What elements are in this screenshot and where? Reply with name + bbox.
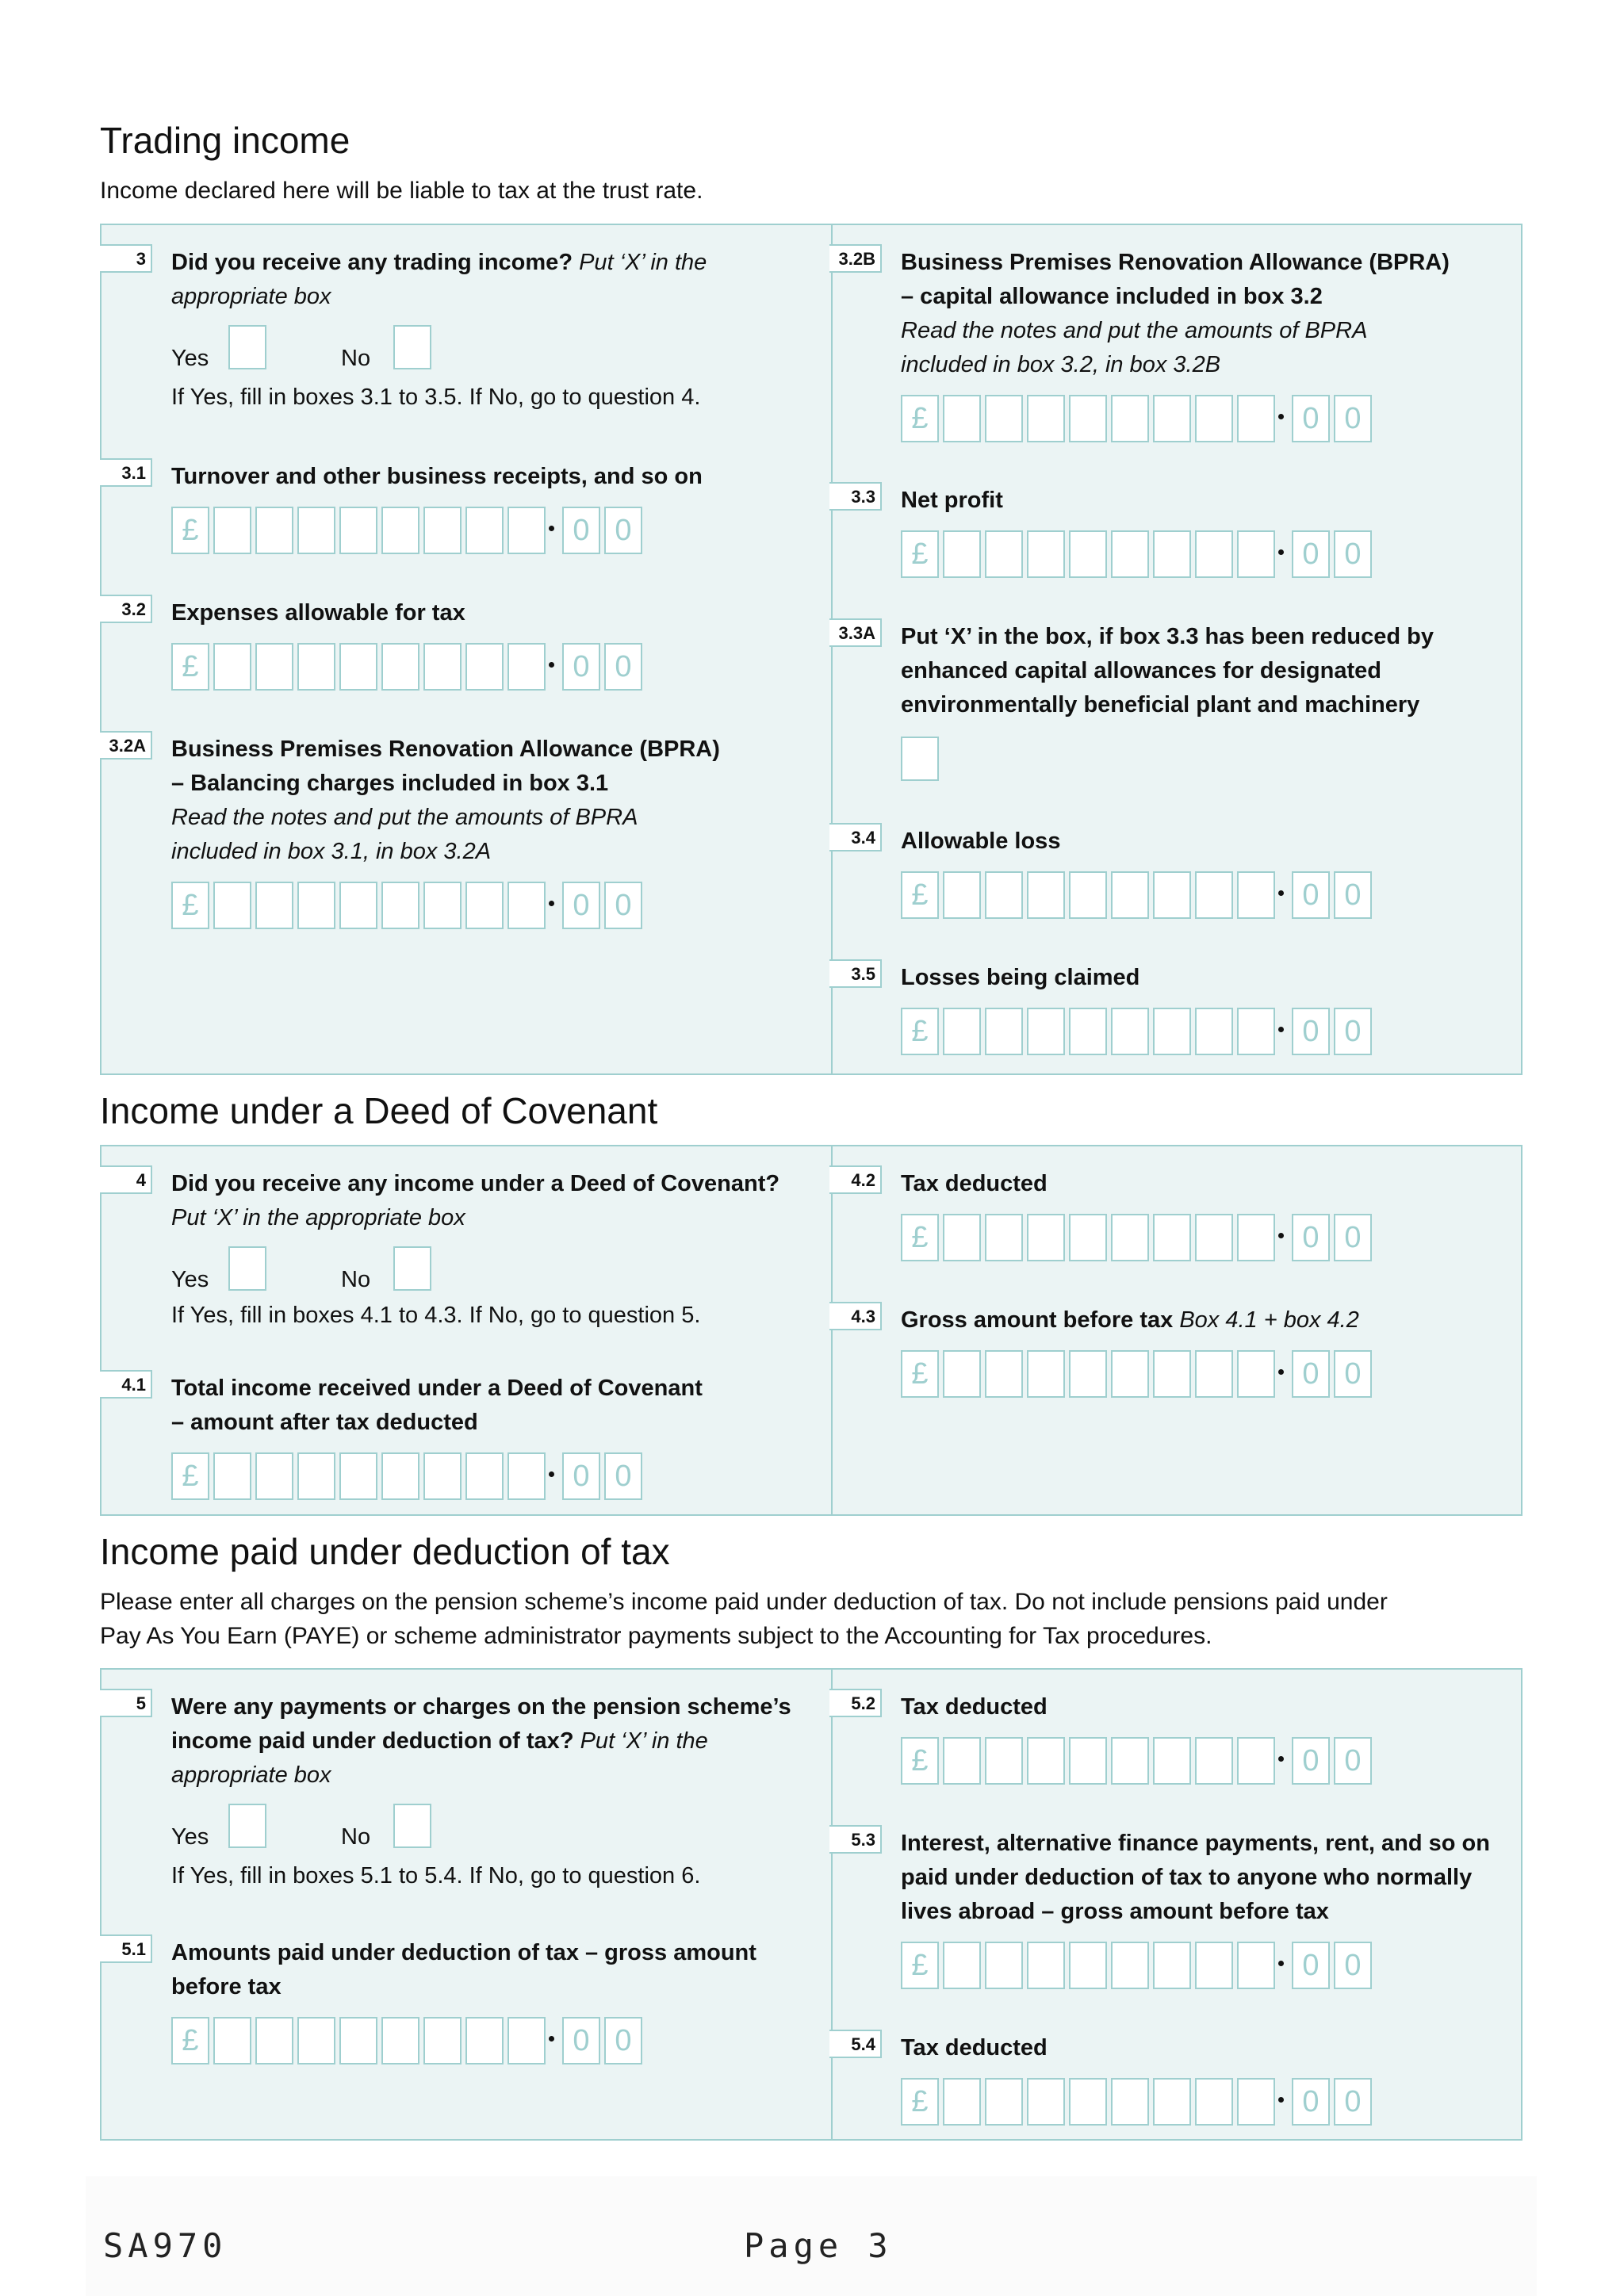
box-number: 3.1 [100, 458, 152, 487]
amount-field[interactable] [901, 1350, 1503, 1401]
digit-cell[interactable] [1069, 530, 1107, 578]
instruction-note: If Yes, fill in boxes 5.1 to 5.4. If No, go to question 6. [171, 1863, 701, 1888]
digit-cell[interactable] [1069, 1942, 1107, 1989]
digit-cell[interactable] [339, 882, 377, 929]
digit-cell[interactable] [1069, 871, 1107, 919]
digit-cell[interactable] [1027, 2078, 1065, 2126]
decimal-point [549, 526, 554, 531]
digit-cell[interactable] [943, 1737, 981, 1785]
pence-cell: 0 [1292, 1350, 1330, 1398]
question-3-2 [121, 596, 806, 694]
box-number: 5.4 [829, 2030, 882, 2058]
question-text: Did you receive any income under a Deed of Covenant? [171, 1171, 780, 1196]
question-3-3 [851, 484, 1503, 581]
pence-cell: 0 [604, 643, 642, 691]
digit-cell[interactable] [423, 1452, 462, 1500]
yes-checkbox[interactable] [228, 1804, 266, 1848]
currency-sign-cell[interactable]: £ [901, 871, 939, 919]
digit-cell[interactable] [339, 2017, 377, 2064]
pence-cell: 0 [1292, 871, 1330, 919]
question-hint: Put ‘X’ in the appropriate box [171, 250, 707, 309]
box-number: 3.5 [829, 959, 882, 988]
question-4 [136, 1167, 822, 1333]
question-text-line-2: – capital allowance included in box 3.2 [901, 284, 1323, 309]
digit-cell[interactable] [381, 507, 419, 554]
digit-cell[interactable] [423, 507, 462, 554]
digit-cell[interactable] [1195, 1008, 1233, 1055]
digit-cell[interactable] [1069, 1350, 1107, 1398]
digit-cell[interactable] [1069, 1008, 1107, 1055]
section-title-trading-income: Trading income [100, 120, 350, 161]
pence-cell: 0 [1292, 1008, 1330, 1055]
digit-cell[interactable] [255, 507, 293, 554]
digit-cell[interactable] [1153, 1214, 1191, 1261]
digit-cell[interactable] [381, 643, 419, 691]
digit-cell[interactable] [465, 643, 504, 691]
digit-cell[interactable] [213, 643, 251, 691]
yes-checkbox[interactable] [228, 1246, 266, 1291]
question-3-2b [838, 246, 1503, 446]
digit-cell[interactable] [1027, 1350, 1065, 1398]
question-hint: Box 4.1 + box 4.2 [1179, 1307, 1359, 1333]
amount-field[interactable] [901, 1942, 1503, 1992]
digit-cell[interactable] [1237, 2078, 1275, 2126]
question-hint: Read the notes and put the amounts of BPRA included in box 3.1, in box 3.2A [171, 805, 638, 864]
digit-cell[interactable] [1237, 395, 1275, 442]
deed-of-covenant-panel [100, 1145, 1522, 1516]
digit-cell[interactable] [1111, 2078, 1149, 2126]
currency-sign-cell[interactable]: £ [171, 507, 209, 554]
decimal-point [1278, 1369, 1284, 1375]
digit-cell[interactable] [508, 2017, 546, 2064]
digit-cell[interactable] [381, 2017, 419, 2064]
digit-cell[interactable] [1111, 395, 1149, 442]
currency-sign-cell[interactable]: £ [901, 2078, 939, 2126]
digit-cell[interactable] [508, 1452, 546, 1500]
question-3-5 [851, 961, 1503, 1058]
box-number: 5.3 [829, 1825, 882, 1854]
pence-cell: 0 [1334, 1214, 1372, 1261]
currency-sign-cell[interactable]: £ [171, 2017, 209, 2064]
pence-cell: 0 [1292, 1214, 1330, 1261]
digit-cell[interactable] [381, 1452, 419, 1500]
digit-cell[interactable] [1195, 1942, 1233, 1989]
amount-field[interactable] [901, 1737, 1503, 1788]
digit-cell[interactable] [213, 1452, 251, 1500]
question-text: Put ‘X’ in the box, if box 3.3 has been reduced by enhanced capital allowances for designated environmentally beneficial plant and machinery [901, 624, 1434, 718]
digit-cell[interactable] [213, 2017, 251, 2064]
pence-cell: 0 [1334, 395, 1372, 442]
question-text: Expenses allowable for tax [171, 600, 465, 626]
digit-cell[interactable] [297, 2017, 335, 2064]
question-text-line-2: – amount after tax deducted [171, 1410, 478, 1435]
pence-cell: 0 [1292, 395, 1330, 442]
instruction-note: If Yes, fill in boxes 4.1 to 4.3. If No, go to question 5. [171, 1303, 701, 1328]
pence-cell: 0 [1292, 1737, 1330, 1785]
pence-cell: 0 [604, 1452, 642, 1500]
digit-cell[interactable] [508, 507, 546, 554]
currency-sign-cell[interactable]: £ [901, 395, 939, 442]
box-number: 3.2 [100, 595, 152, 623]
digit-cell[interactable] [1111, 1737, 1149, 1785]
box-number: 3.4 [829, 823, 882, 851]
pence-cell: 0 [604, 2017, 642, 2064]
no-label: No [341, 346, 371, 371]
question-5 [136, 1690, 822, 1893]
question-hint: Put ‘X’ in the appropriate box [171, 1728, 708, 1788]
digit-cell[interactable] [339, 1452, 377, 1500]
amount-field[interactable] [171, 643, 806, 694]
digit-cell[interactable] [297, 882, 335, 929]
enhanced-allowance-checkbox[interactable] [901, 737, 939, 781]
digit-cell[interactable] [1153, 1350, 1191, 1398]
digit-cell[interactable] [1195, 1737, 1233, 1785]
question-text: Gross amount before tax [901, 1307, 1174, 1333]
section-intro-line-1: Please enter all charges on the pension scheme’s income paid under deduction of tax. Do not include pensions paid under [100, 1589, 1388, 1615]
question-4-3 [851, 1303, 1503, 1401]
decimal-point [1278, 414, 1284, 419]
question-text-line-1: Business Premises Renovation Allowance (BPRA) [901, 250, 1450, 275]
pence-cell: 0 [1334, 1350, 1372, 1398]
question-text: Did you receive any trading income? [171, 250, 573, 275]
pence-cell: 0 [604, 507, 642, 554]
pence-cell: 0 [604, 882, 642, 929]
digit-cell[interactable] [1153, 1942, 1191, 1989]
box-number: 5 [100, 1689, 152, 1717]
trading-income-panel [100, 224, 1522, 1075]
pence-cell: 0 [1334, 1008, 1372, 1055]
pence-cell: 0 [562, 1452, 600, 1500]
x-box-wrapper [901, 733, 1480, 783]
digit-cell[interactable] [423, 643, 462, 691]
section-intro-trading-income: Income declared here will be liable to tax at the trust rate. [100, 178, 703, 204]
digit-cell[interactable] [943, 2078, 981, 2126]
digit-cell[interactable] [1153, 530, 1191, 578]
currency-sign-cell[interactable]: £ [171, 882, 209, 929]
decimal-point [549, 662, 554, 668]
digit-cell[interactable] [985, 530, 1023, 578]
question-text-line-2: income paid under deduction of tax? [171, 1728, 574, 1754]
question-3-2a [109, 733, 806, 932]
pence-cell: 0 [1292, 1942, 1330, 1989]
decimal-point [1278, 1233, 1284, 1238]
digit-cell[interactable] [1237, 1214, 1275, 1261]
currency-sign-cell[interactable]: £ [901, 1350, 939, 1398]
yes-label: Yes [171, 1267, 209, 1292]
pence-cell: 0 [1334, 1942, 1372, 1989]
question-text-line-2: – Balancing charges included in box 3.1 [171, 771, 609, 796]
digit-cell[interactable] [465, 1452, 504, 1500]
section-intro-line-2: Pay As You Earn (PAYE) or scheme administrator payments subject to the Accounting for Tax procedures. [100, 1623, 1212, 1649]
question-text: Tax deducted [901, 1694, 1048, 1720]
amount-field[interactable] [901, 395, 1503, 446]
question-text: Tax deducted [901, 1171, 1048, 1196]
question-text: Amounts paid under deduction of tax – gross amount before tax [171, 1940, 756, 1999]
digit-cell[interactable] [1195, 871, 1233, 919]
digit-cell[interactable] [1153, 1008, 1191, 1055]
digit-cell[interactable] [985, 871, 1023, 919]
digit-cell[interactable] [985, 2078, 1023, 2126]
currency-sign-cell[interactable]: £ [901, 1214, 939, 1261]
box-number: 3.3 [829, 482, 882, 511]
digit-cell[interactable] [1027, 395, 1065, 442]
question-text-line-1: Total income received under a Deed of Covenant [171, 1376, 703, 1401]
yes-label: Yes [171, 346, 209, 371]
digit-cell[interactable] [1069, 395, 1107, 442]
digit-cell[interactable] [1195, 530, 1233, 578]
box-number: 4.3 [829, 1302, 882, 1330]
question-5-3 [851, 1827, 1503, 1992]
question-text-line-1: Business Premises Renovation Allowance (BPRA) [171, 737, 720, 762]
box-number: 3 [100, 244, 152, 273]
digit-cell[interactable] [381, 882, 419, 929]
deduction-of-tax-panel [100, 1668, 1522, 2141]
question-hint: Put ‘X’ in the appropriate box [171, 1205, 465, 1230]
digit-cell[interactable] [1195, 395, 1233, 442]
box-number: 3.2B [829, 244, 882, 273]
digit-cell[interactable] [508, 882, 546, 929]
currency-sign-cell[interactable]: £ [901, 530, 939, 578]
pence-cell: 0 [562, 2017, 600, 2064]
digit-cell[interactable] [1237, 1008, 1275, 1055]
digit-cell[interactable] [1111, 871, 1149, 919]
pence-cell: 0 [562, 507, 600, 554]
digit-cell[interactable] [1027, 871, 1065, 919]
digit-cell[interactable] [985, 395, 1023, 442]
question-5-4 [851, 2031, 1503, 2129]
question-text-line-1: Were any payments or charges on the pension scheme’s [171, 1694, 791, 1720]
digit-cell[interactable] [943, 1214, 981, 1261]
question-hint: Read the notes and put the amounts of BPRA included in box 3.2, in box 3.2B [901, 318, 1367, 377]
box-number: 3.2A [100, 731, 152, 760]
digit-cell[interactable] [1153, 395, 1191, 442]
panel-divider [831, 225, 833, 1073]
decimal-point [1278, 2097, 1284, 2103]
question-text: Losses being claimed [901, 965, 1140, 990]
box-number: 5.2 [829, 1689, 882, 1717]
no-label: No [341, 1824, 371, 1850]
digit-cell[interactable] [339, 507, 377, 554]
digit-cell[interactable] [213, 882, 251, 929]
digit-cell[interactable] [1111, 1214, 1149, 1261]
digit-cell[interactable] [1069, 1214, 1107, 1261]
box-number: 4.1 [100, 1370, 152, 1399]
currency-sign-cell[interactable]: £ [171, 1452, 209, 1500]
question-4-2 [851, 1167, 1503, 1265]
digit-cell[interactable] [423, 2017, 462, 2064]
pence-cell: 0 [1292, 530, 1330, 578]
page-number: Page 3 [744, 2226, 893, 2265]
yes-checkbox[interactable] [228, 325, 266, 369]
digit-cell[interactable] [1069, 1737, 1107, 1785]
question-text: Allowable loss [901, 828, 1061, 854]
decimal-point [1278, 890, 1284, 896]
question-5-2 [851, 1690, 1503, 1788]
amount-field[interactable] [901, 1008, 1503, 1058]
digit-cell[interactable] [985, 1008, 1023, 1055]
digit-cell[interactable] [465, 2017, 504, 2064]
digit-cell[interactable] [985, 1350, 1023, 1398]
digit-cell[interactable] [255, 882, 293, 929]
amount-field[interactable] [901, 2078, 1503, 2129]
decimal-point [1278, 1756, 1284, 1762]
yes-no-choice [171, 1246, 822, 1302]
digit-cell[interactable] [1195, 1350, 1233, 1398]
digit-cell[interactable] [943, 530, 981, 578]
digit-cell[interactable] [943, 395, 981, 442]
panel-divider [831, 1670, 833, 2139]
decimal-point [549, 901, 554, 906]
question-3-4 [851, 825, 1503, 922]
question-4-1 [121, 1372, 822, 1503]
digit-cell[interactable] [1027, 1008, 1065, 1055]
box-number: 4.2 [829, 1165, 882, 1194]
digit-cell[interactable] [1027, 1214, 1065, 1261]
digit-cell[interactable] [213, 507, 251, 554]
digit-cell[interactable] [985, 1214, 1023, 1261]
digit-cell[interactable] [1237, 1737, 1275, 1785]
instruction-note: If Yes, fill in boxes 3.1 to 3.5. If No, go to question 4. [171, 385, 701, 410]
pence-cell: 0 [562, 882, 600, 929]
digit-cell[interactable] [1111, 1942, 1149, 1989]
digit-cell[interactable] [1195, 1214, 1233, 1261]
no-label: No [341, 1267, 371, 1292]
amount-field[interactable] [901, 530, 1503, 581]
digit-cell[interactable] [943, 1008, 981, 1055]
digit-cell[interactable] [1237, 1350, 1275, 1398]
box-number: 5.1 [100, 1934, 152, 1963]
digit-cell[interactable] [255, 1452, 293, 1500]
question-3 [136, 246, 806, 415]
no-checkbox[interactable] [393, 1804, 431, 1848]
digit-cell[interactable] [1153, 2078, 1191, 2126]
amount-field[interactable] [171, 882, 806, 932]
digit-cell[interactable] [1111, 530, 1149, 578]
pence-cell: 0 [1334, 530, 1372, 578]
box-number: 3.3A [829, 618, 882, 647]
decimal-point [1278, 549, 1284, 555]
digit-cell[interactable] [255, 2017, 293, 2064]
amount-field[interactable] [171, 507, 806, 557]
currency-sign-cell[interactable]: £ [171, 643, 209, 691]
question-text: Turnover and other business receipts, and so on [171, 464, 703, 489]
pence-cell: 0 [1334, 2078, 1372, 2126]
currency-sign-cell[interactable]: £ [901, 1737, 939, 1785]
digit-cell[interactable] [1027, 1737, 1065, 1785]
currency-sign-cell[interactable]: £ [901, 1942, 939, 1989]
digit-cell[interactable] [943, 871, 981, 919]
box-number: 4 [100, 1165, 152, 1194]
decimal-point [549, 1471, 554, 1477]
digit-cell[interactable] [943, 1942, 981, 1989]
digit-cell[interactable] [339, 643, 377, 691]
amount-field[interactable] [901, 1214, 1503, 1265]
digit-cell[interactable] [297, 507, 335, 554]
question-5-1 [121, 1936, 790, 2068]
question-3-3a [838, 620, 1480, 783]
digit-cell[interactable] [508, 643, 546, 691]
amount-field[interactable] [171, 1452, 822, 1503]
yes-no-choice [171, 1804, 822, 1859]
digit-cell[interactable] [1195, 2078, 1233, 2126]
question-3-1 [121, 460, 806, 557]
digit-cell[interactable] [985, 1942, 1023, 1989]
digit-cell[interactable] [1069, 2078, 1107, 2126]
digit-cell[interactable] [1027, 530, 1065, 578]
decimal-point [549, 2036, 554, 2042]
pence-cell: 0 [562, 643, 600, 691]
digit-cell[interactable] [985, 1737, 1023, 1785]
digit-cell[interactable] [297, 643, 335, 691]
digit-cell[interactable] [1111, 1350, 1149, 1398]
digit-cell[interactable] [423, 882, 462, 929]
amount-field[interactable] [901, 871, 1503, 922]
form-code: SA970 [103, 2226, 228, 2265]
currency-sign-cell[interactable]: £ [901, 1008, 939, 1055]
digit-cell[interactable] [943, 1350, 981, 1398]
no-checkbox[interactable] [393, 1246, 431, 1291]
digit-cell[interactable] [1237, 530, 1275, 578]
digit-cell[interactable] [297, 1452, 335, 1500]
pence-cell: 0 [1334, 1737, 1372, 1785]
digit-cell[interactable] [1027, 1942, 1065, 1989]
decimal-point [1278, 1961, 1284, 1966]
digit-cell[interactable] [465, 507, 504, 554]
digit-cell[interactable] [1153, 871, 1191, 919]
question-text: Net profit [901, 488, 1003, 513]
digit-cell[interactable] [1111, 1008, 1149, 1055]
decimal-point [1278, 1027, 1284, 1032]
amount-field[interactable] [171, 2017, 790, 2068]
panel-divider [831, 1146, 833, 1514]
yes-label: Yes [171, 1824, 209, 1850]
yes-no-choice [171, 325, 806, 381]
digit-cell[interactable] [1237, 871, 1275, 919]
no-checkbox[interactable] [393, 325, 431, 369]
digit-cell[interactable] [255, 643, 293, 691]
digit-cell[interactable] [465, 882, 504, 929]
pence-cell: 0 [1292, 2078, 1330, 2126]
question-text: Tax deducted [901, 2035, 1048, 2061]
pence-cell: 0 [1334, 871, 1372, 919]
digit-cell[interactable] [1153, 1737, 1191, 1785]
section-title-deduction-of-tax: Income paid under deduction of tax [100, 1531, 670, 1572]
question-text: Interest, alternative finance payments, rent, and so on paid under deduction of tax to anyone who normally lives abroad – gross amount before tax [901, 1831, 1490, 1924]
digit-cell[interactable] [1237, 1942, 1275, 1989]
section-title-deed-of-covenant: Income under a Deed of Covenant [100, 1090, 658, 1131]
